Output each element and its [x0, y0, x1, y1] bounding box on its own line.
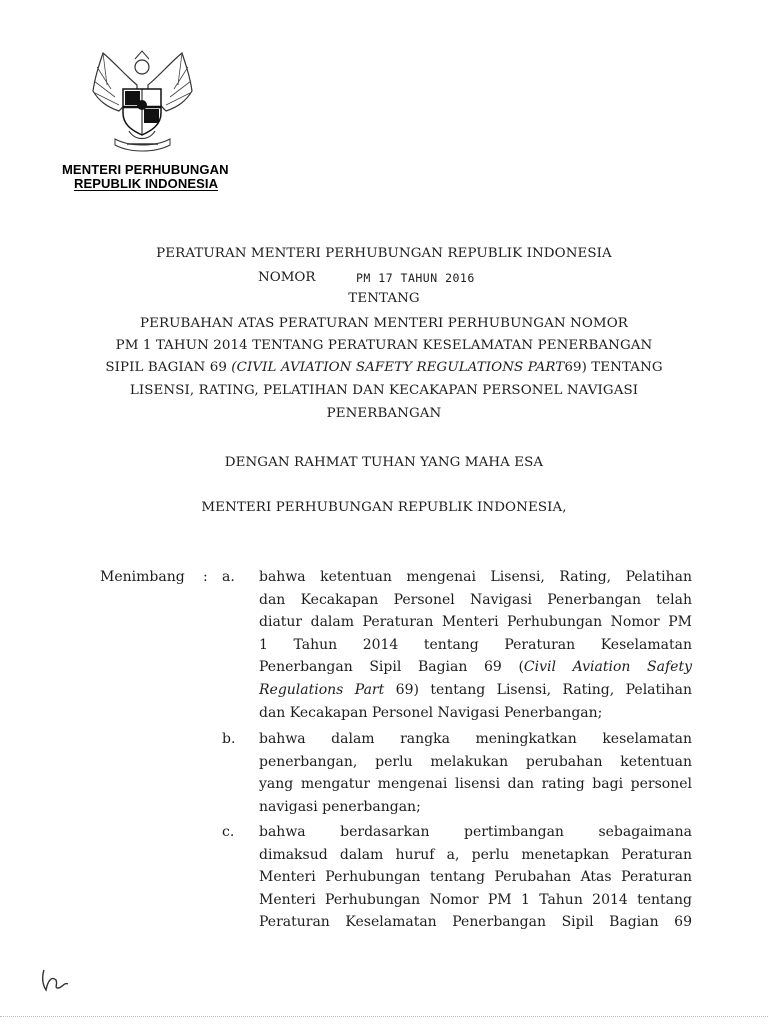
ministry-name: MENTERI PERHUBUNGAN [62, 162, 229, 177]
invocation: DENGAN RAHMAT TUHAN YANG MAHA ESA [224, 455, 544, 470]
subject-line-3b: (CIVIL AVIATION SAFETY REGULATIONS PART [231, 360, 565, 375]
nomor-value: PM 17 TAHUN 2016 [356, 271, 475, 285]
item-c-line: Menteri Perhubungan tentang Perubahan Atas Peraturan [259, 869, 692, 886]
tentang-label: TENTANG [348, 291, 420, 306]
item-a-line: dan Kecakapan Personel Navigasi Penerbangan; [259, 704, 603, 721]
subject-line-3a: SIPIL BAGIAN 69 [105, 360, 227, 375]
item-b-text [259, 728, 692, 818]
item-b-line: penerbangan, perlu melakukan perubahan ketentuan [259, 753, 692, 770]
item-c-line: dimaksud dalam huruf a, perlu menetapkan Peraturan [259, 846, 692, 863]
subject-line-2: PM 1 TAHUN 2014 TENTANG PERATURAN KESELAMATAN PENERBANGAN [115, 338, 653, 353]
item-b-marker: b. [222, 731, 236, 747]
minister-heading: MENTERI PERHUBUNGAN REPUBLIK INDONESIA, [201, 500, 567, 515]
subject-line-5: PENERBANGAN [326, 406, 442, 421]
item-b-line: navigasi penerbangan; [259, 798, 421, 815]
garuda-emblem [85, 45, 200, 155]
item-c-line: Peraturan Keselamatan Penerbangan Sipil Bagian 69 [259, 914, 692, 931]
handwritten-initial [38, 966, 78, 996]
item-a-line: diatur dalam Peraturan Menteri Perhubungan Nomor PM [259, 614, 692, 631]
subject-line-1: PERUBAHAN ATAS PERATURAN MENTERI PERHUBUNGAN NOMOR [140, 316, 628, 331]
subject-line-4: LISENSI, RATING, PELATIHAN DAN KECAKAPAN PERSONEL NAVIGASI [129, 383, 639, 398]
subject-line-3c: 69) TENTANG [564, 360, 663, 375]
nomor-label: NOMOR [258, 270, 316, 285]
item-a-text [259, 566, 692, 724]
menimbang-label: Menimbang [100, 569, 185, 585]
item-b-line: bahwa dalam rangka meningkatkan keselamatan [259, 731, 692, 747]
item-c-line: Menteri Perhubungan Nomor PM 1 Tahun 2014 tentang [259, 891, 692, 908]
item-c-line: bahwa berdasarkan pertimbangan sebagaimana [259, 824, 692, 840]
subject-line-3 [0, 360, 768, 375]
item-a-marker: a. [222, 569, 235, 585]
country-name: REPUBLIK INDONESIA [74, 176, 219, 191]
item-a-line: Penerbangan Sipil Bagian 69 (Civil Aviation Safety [259, 659, 692, 676]
item-b-line: yang mengatur mengenai lisensi dan rating bagi personel [259, 776, 692, 793]
item-a-line: Regulations Part 69) tentang Lisensi, Rating, Pelatihan [259, 681, 692, 698]
item-a-line: 1 Tahun 2014 tentang Peraturan Keselamatan [259, 636, 692, 653]
item-a-line: dan Kecakapan Personel Navigasi Penerbangan telah [259, 591, 692, 608]
regulation-title: PERATURAN MENTERI PERHUBUNGAN REPUBLIK INDONESIA [156, 246, 612, 261]
item-c-marker: c. [222, 824, 235, 840]
page-edge [0, 1016, 768, 1017]
menimbang-colon: : [203, 569, 208, 585]
item-a-line: bahwa ketentuan mengenai Lisensi, Rating, Pelatihan [259, 569, 692, 585]
item-c-text [259, 821, 692, 934]
